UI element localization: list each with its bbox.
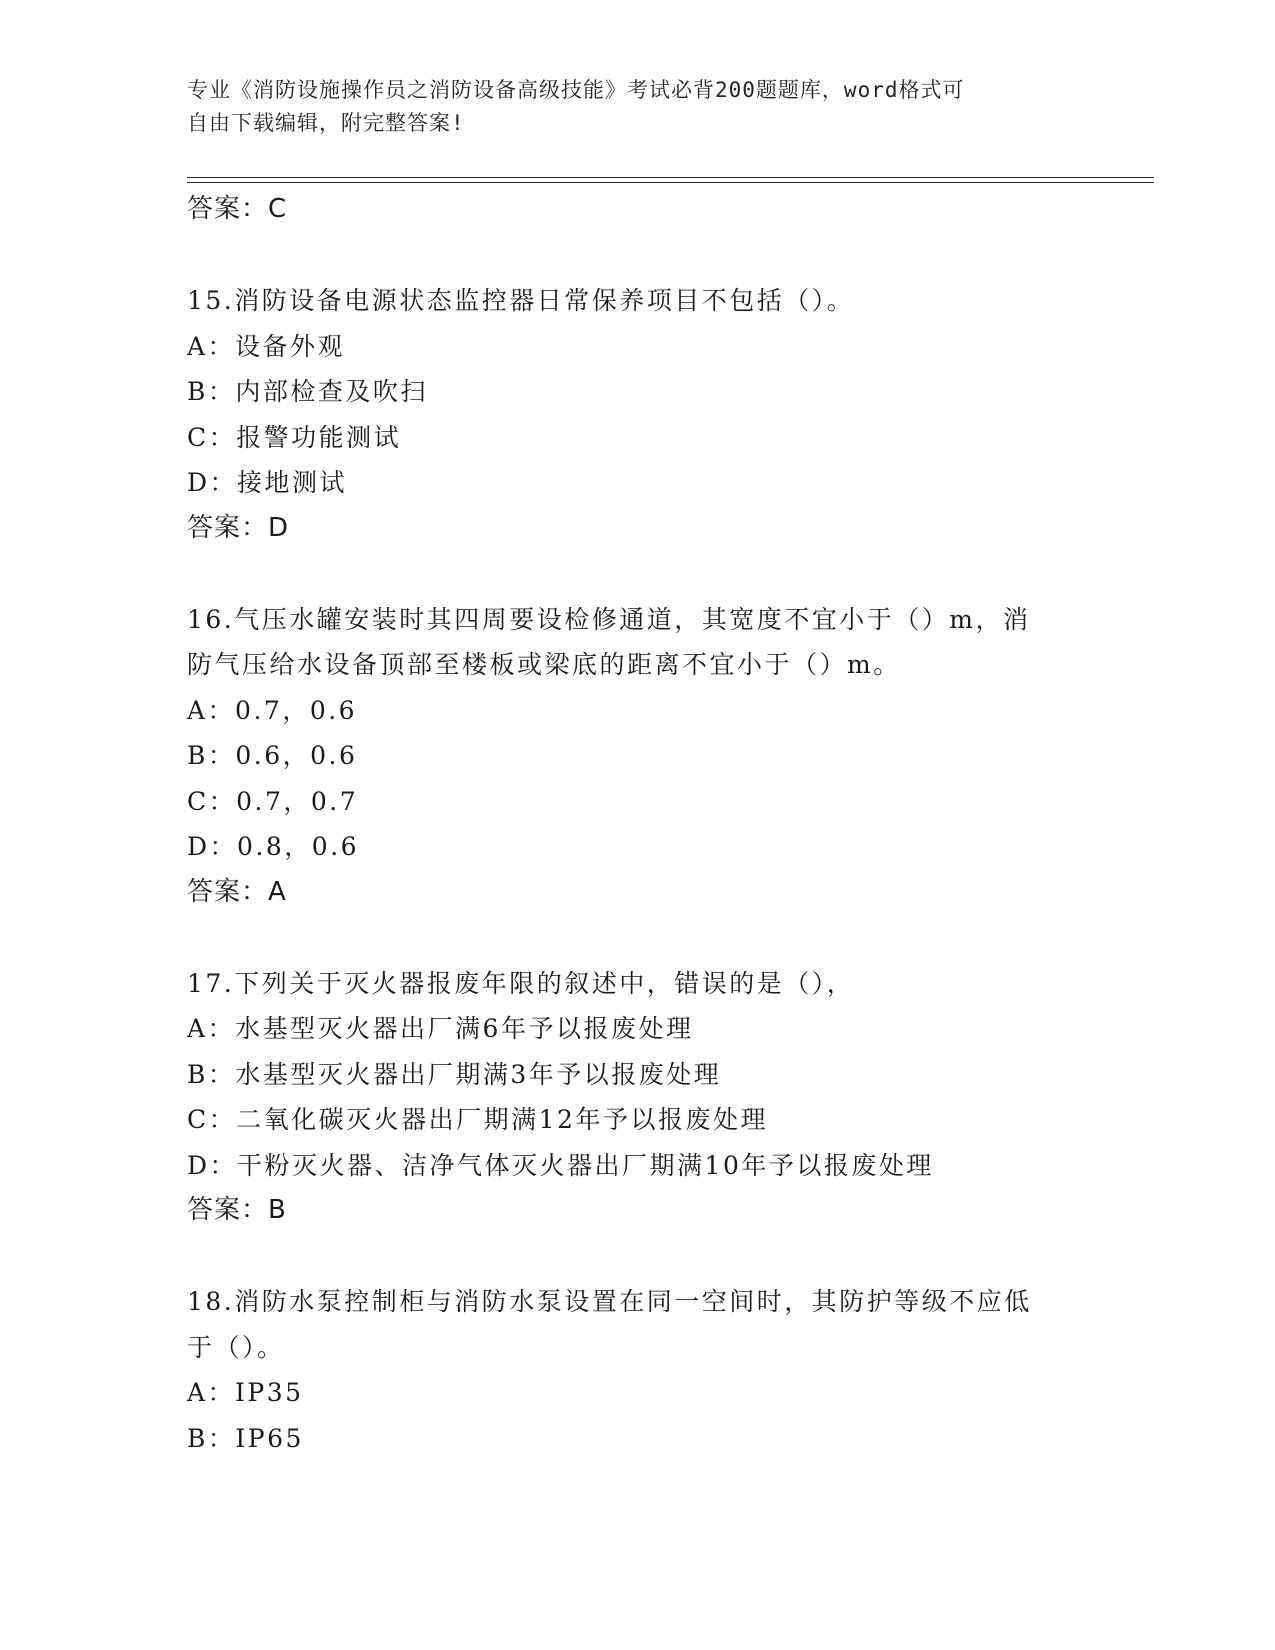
question-16-option-c: C：0.7，0.7 [187, 786, 359, 816]
question-16-option-d: D：0.8，0.6 [187, 832, 360, 861]
header-divider-top [187, 177, 1154, 178]
header-line-1: 专业《消防设施操作员之消防设备高级技能》考试必背200题题库，word格式可 [187, 78, 965, 102]
question-15-answer: 答案：D [187, 512, 290, 543]
question-15-text: 15.消防设备电源状态监控器日常保养项目不包括（）。 [187, 286, 855, 315]
question-16-option-a: A：0.7，0.6 [187, 695, 358, 725]
header-divider-bottom [187, 182, 1154, 183]
question-15-option-b: B：内部检查及吹扫 [187, 377, 428, 406]
block-spacer [187, 915, 1147, 961]
question-16-option-b: B：0.6，0.6 [187, 741, 358, 770]
question-15-option-a: A：设备外观 [187, 331, 346, 361]
document-header [187, 74, 1067, 140]
question-17-option-c: C：二氧化碳灭火器出厂期满12年予以报废处理 [187, 1105, 768, 1134]
question-18-text-line-1: 18.消防水泵控制柜与消防水泵设置在同一空间时，其防护等级不应低 [187, 1287, 1032, 1316]
question-17-option-a: A：水基型灭火器出厂满6年予以报废处理 [187, 1014, 694, 1043]
question-15-option-c: C：报警功能测试 [187, 422, 402, 452]
answer-line: 答案：C [187, 194, 288, 224]
header-line-2: 自由下载编辑，附完整答案! [187, 111, 465, 135]
question-16-answer: 答案：A [187, 876, 287, 907]
block-spacer [187, 551, 1147, 597]
question-18-option-a: A：IP35 [187, 1378, 304, 1407]
question-15-option-d: D：接地测试 [187, 468, 348, 497]
question-17-option-d: D：干粉灭火器、洁净气体灭火器出厂期满10年予以报废处理 [187, 1150, 934, 1180]
question-18-option-b: B：IP65 [187, 1423, 304, 1453]
block-spacer [187, 1234, 1147, 1280]
block-spacer [187, 233, 1147, 279]
question-list [187, 187, 1147, 1461]
question-17-text: 17.下列关于灭火器报废年限的叙述中，错误的是（）， [187, 968, 855, 998]
question-16-text-line-2: 防气压给水设备顶部至楼板或梁底的距离不宜小于（）m。 [187, 650, 901, 679]
question-16-text-line-1: 16.气压水罐安装时其四周要设检修通道，其宽度不宜小于（）m，消 [187, 604, 1031, 634]
question-18-text-line-2: 于（）。 [187, 1332, 285, 1362]
question-17-option-b: B：水基型灭火器出厂期满3年予以报废处理 [187, 1059, 722, 1089]
question-17-answer: 答案：B [187, 1195, 287, 1225]
